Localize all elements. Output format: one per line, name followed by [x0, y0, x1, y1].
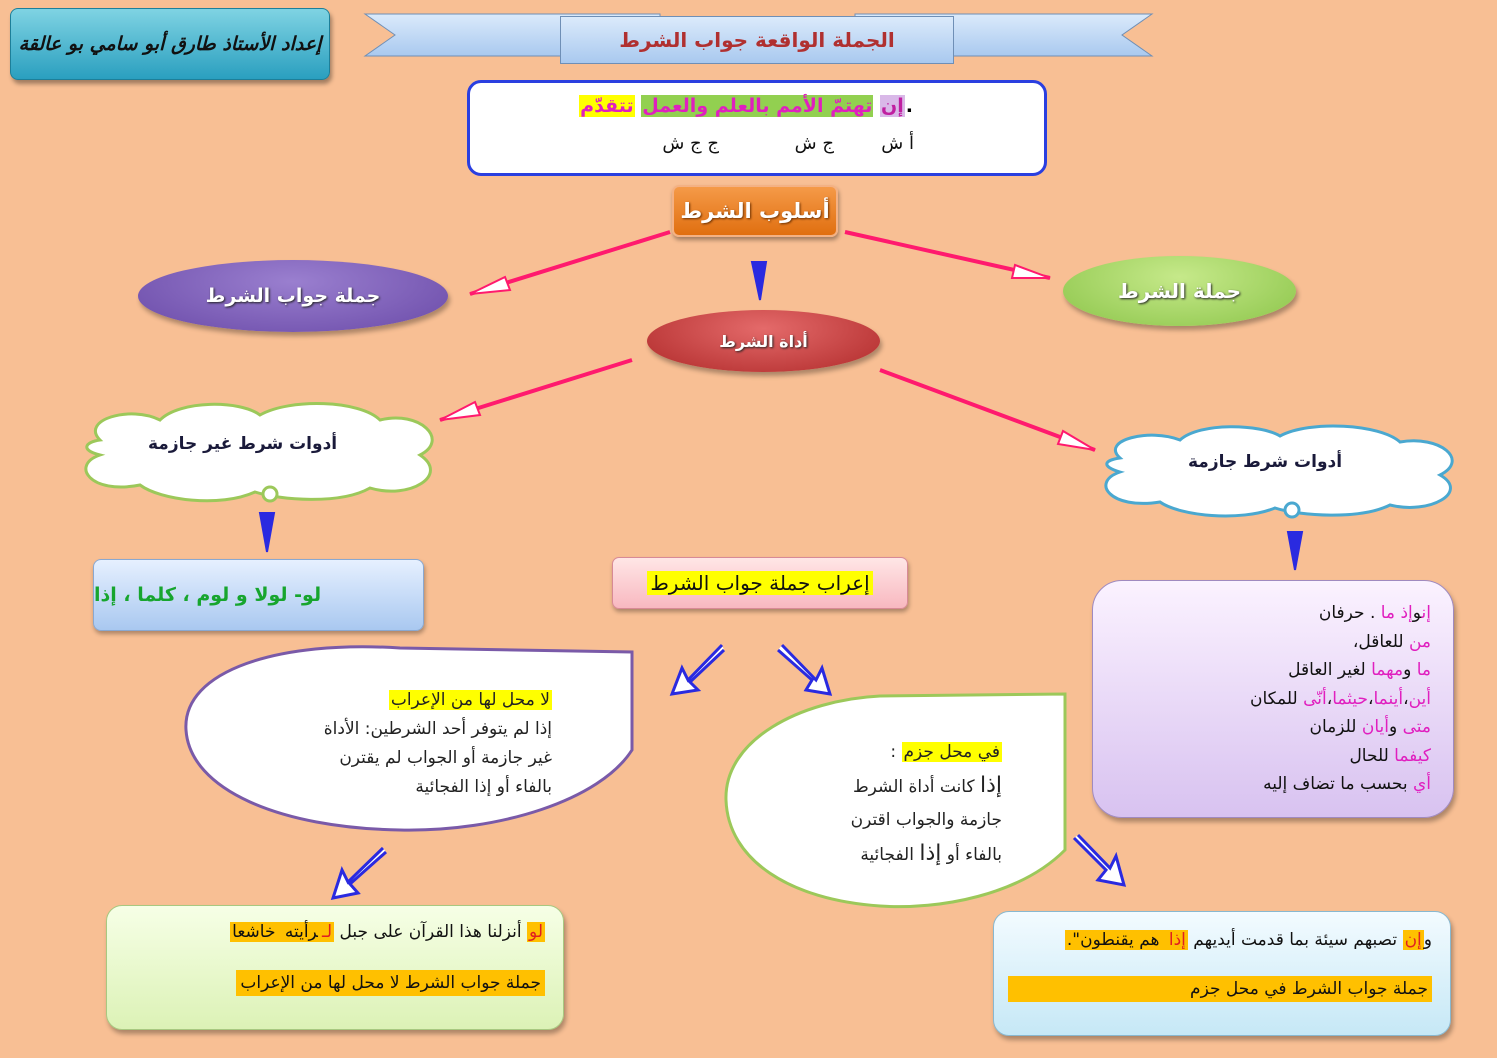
example-law-sentence: لو أنزلنا هذا القرآن على جبل لـرأيته خاشعا [232, 922, 543, 942]
arrowhead-jazm [1058, 431, 1095, 450]
jazm-row: أين،أينما،حيثما،أنّى للمكان [1250, 688, 1431, 709]
no-place-text [290, 686, 552, 802]
condition-sentence-label: جملة الشرط [1117, 279, 1241, 303]
jazm-row: أي بحسب ما تضاف إليه [1263, 774, 1431, 794]
jazm-label: أدوات شرط جازمة [1188, 452, 1343, 472]
jazm-row: كيفما للحال [1349, 745, 1431, 766]
page-title: الجملة الواقعة جواب الشرط [619, 28, 895, 52]
example-labels [662, 133, 914, 154]
main-node [672, 185, 838, 237]
no-place-line: بالفاء أو إذا الفجائية [415, 777, 552, 797]
condition-sentence-node [1063, 256, 1296, 326]
no-place-title: لا محل لها من الإعراب [390, 690, 550, 710]
arrow-down-main [752, 262, 766, 300]
arrow-down-non-jazm [260, 513, 274, 552]
i3rab-label: إعراب جملة جواب الشرط [647, 571, 872, 595]
author-box [10, 8, 330, 80]
jazm-row: متى وأيان للزمان [1309, 717, 1431, 737]
jazm-place-title: في محل جزم [903, 742, 1000, 762]
i3rab-node [612, 557, 908, 609]
label-answer: ج ج ش [662, 133, 719, 154]
example-law-conclusion: جملة جواب الشرط لا محل لها من الإعراب [236, 970, 545, 996]
jazm-row: من للعاقل، [1352, 631, 1431, 652]
example-sentence [579, 95, 914, 117]
example-condition-verb: تهتمّ الأمم بالعلم والعمل [642, 95, 873, 117]
arrowhead-non-jazm [440, 402, 480, 420]
arrowhead-condition-sentence [1012, 265, 1050, 278]
jazm-place-line: جازمة والجواب اقترن [850, 810, 1002, 830]
arrow-to-example-in [1074, 835, 1124, 885]
label-tool: أ ش [881, 133, 914, 154]
cloud-non-jazm-tail [263, 487, 277, 501]
example-dot: . [905, 95, 913, 117]
jazm-place-line: بالفاء أو إذا الفجائية [860, 841, 1002, 866]
example-answer-verb: تتقدّم [580, 95, 634, 117]
title-banner [560, 16, 954, 64]
arrow-to-jazm-place [778, 645, 830, 694]
non-jazm-list-box [93, 559, 424, 631]
jazm-row: إنوإذ ما . حرفان [1318, 603, 1431, 623]
answer-sentence-node [138, 260, 448, 332]
jazm-row: ما ومهما لغير العاقل [1288, 660, 1431, 680]
condition-tool-label: أداة الشرط [719, 331, 808, 351]
label-condition: ج ش [794, 133, 834, 154]
jazm-tools-list [1092, 580, 1454, 818]
arrow-to-no-place [672, 645, 724, 694]
cloud-jazm-tail [1285, 503, 1299, 517]
example-in-conclusion: جملة جواب الشرط في محل جزم [1008, 976, 1432, 1002]
example-law-box [106, 905, 564, 1030]
author-text: إعداد الأستاذ طارق أبو سامي بو عالقة [18, 33, 322, 55]
example-in-box [993, 911, 1451, 1036]
answer-sentence-label: جملة جواب الشرط [205, 285, 381, 307]
main-node-label: أسلوب الشرط [680, 199, 830, 223]
non-jazm-list: لو- لولا و لوم ، كلما ، إذا [94, 584, 322, 606]
arrowhead-answer-sentence [470, 277, 510, 294]
jazm-place-line: إذا كانت أداة الشرط [852, 773, 1002, 798]
no-place-line: إذا لم يتوفر أحد الشرطين: الأداة [323, 719, 552, 739]
example-in-sentence: وإن تصبهم سيئة بما قدمت أيديهم إذا هم يقنطون". [1066, 930, 1432, 950]
example-condition-tool: إن [881, 95, 904, 117]
jazm-place-text: في محل جزم : إذا كانت أداة الشرط جازمة والجواب اقترن بالفاء أو إذا الفجائية [790, 736, 1002, 872]
arrow-down-jazm [1288, 532, 1302, 570]
condition-tool-node [647, 310, 880, 372]
arrow-to-example-law [333, 848, 386, 898]
example-box [467, 80, 1047, 176]
non-jazm-label: أدوات شرط غير جازمة [148, 434, 338, 454]
no-place-line: غير جازمة أو الجواب لم يقترن [339, 748, 552, 768]
